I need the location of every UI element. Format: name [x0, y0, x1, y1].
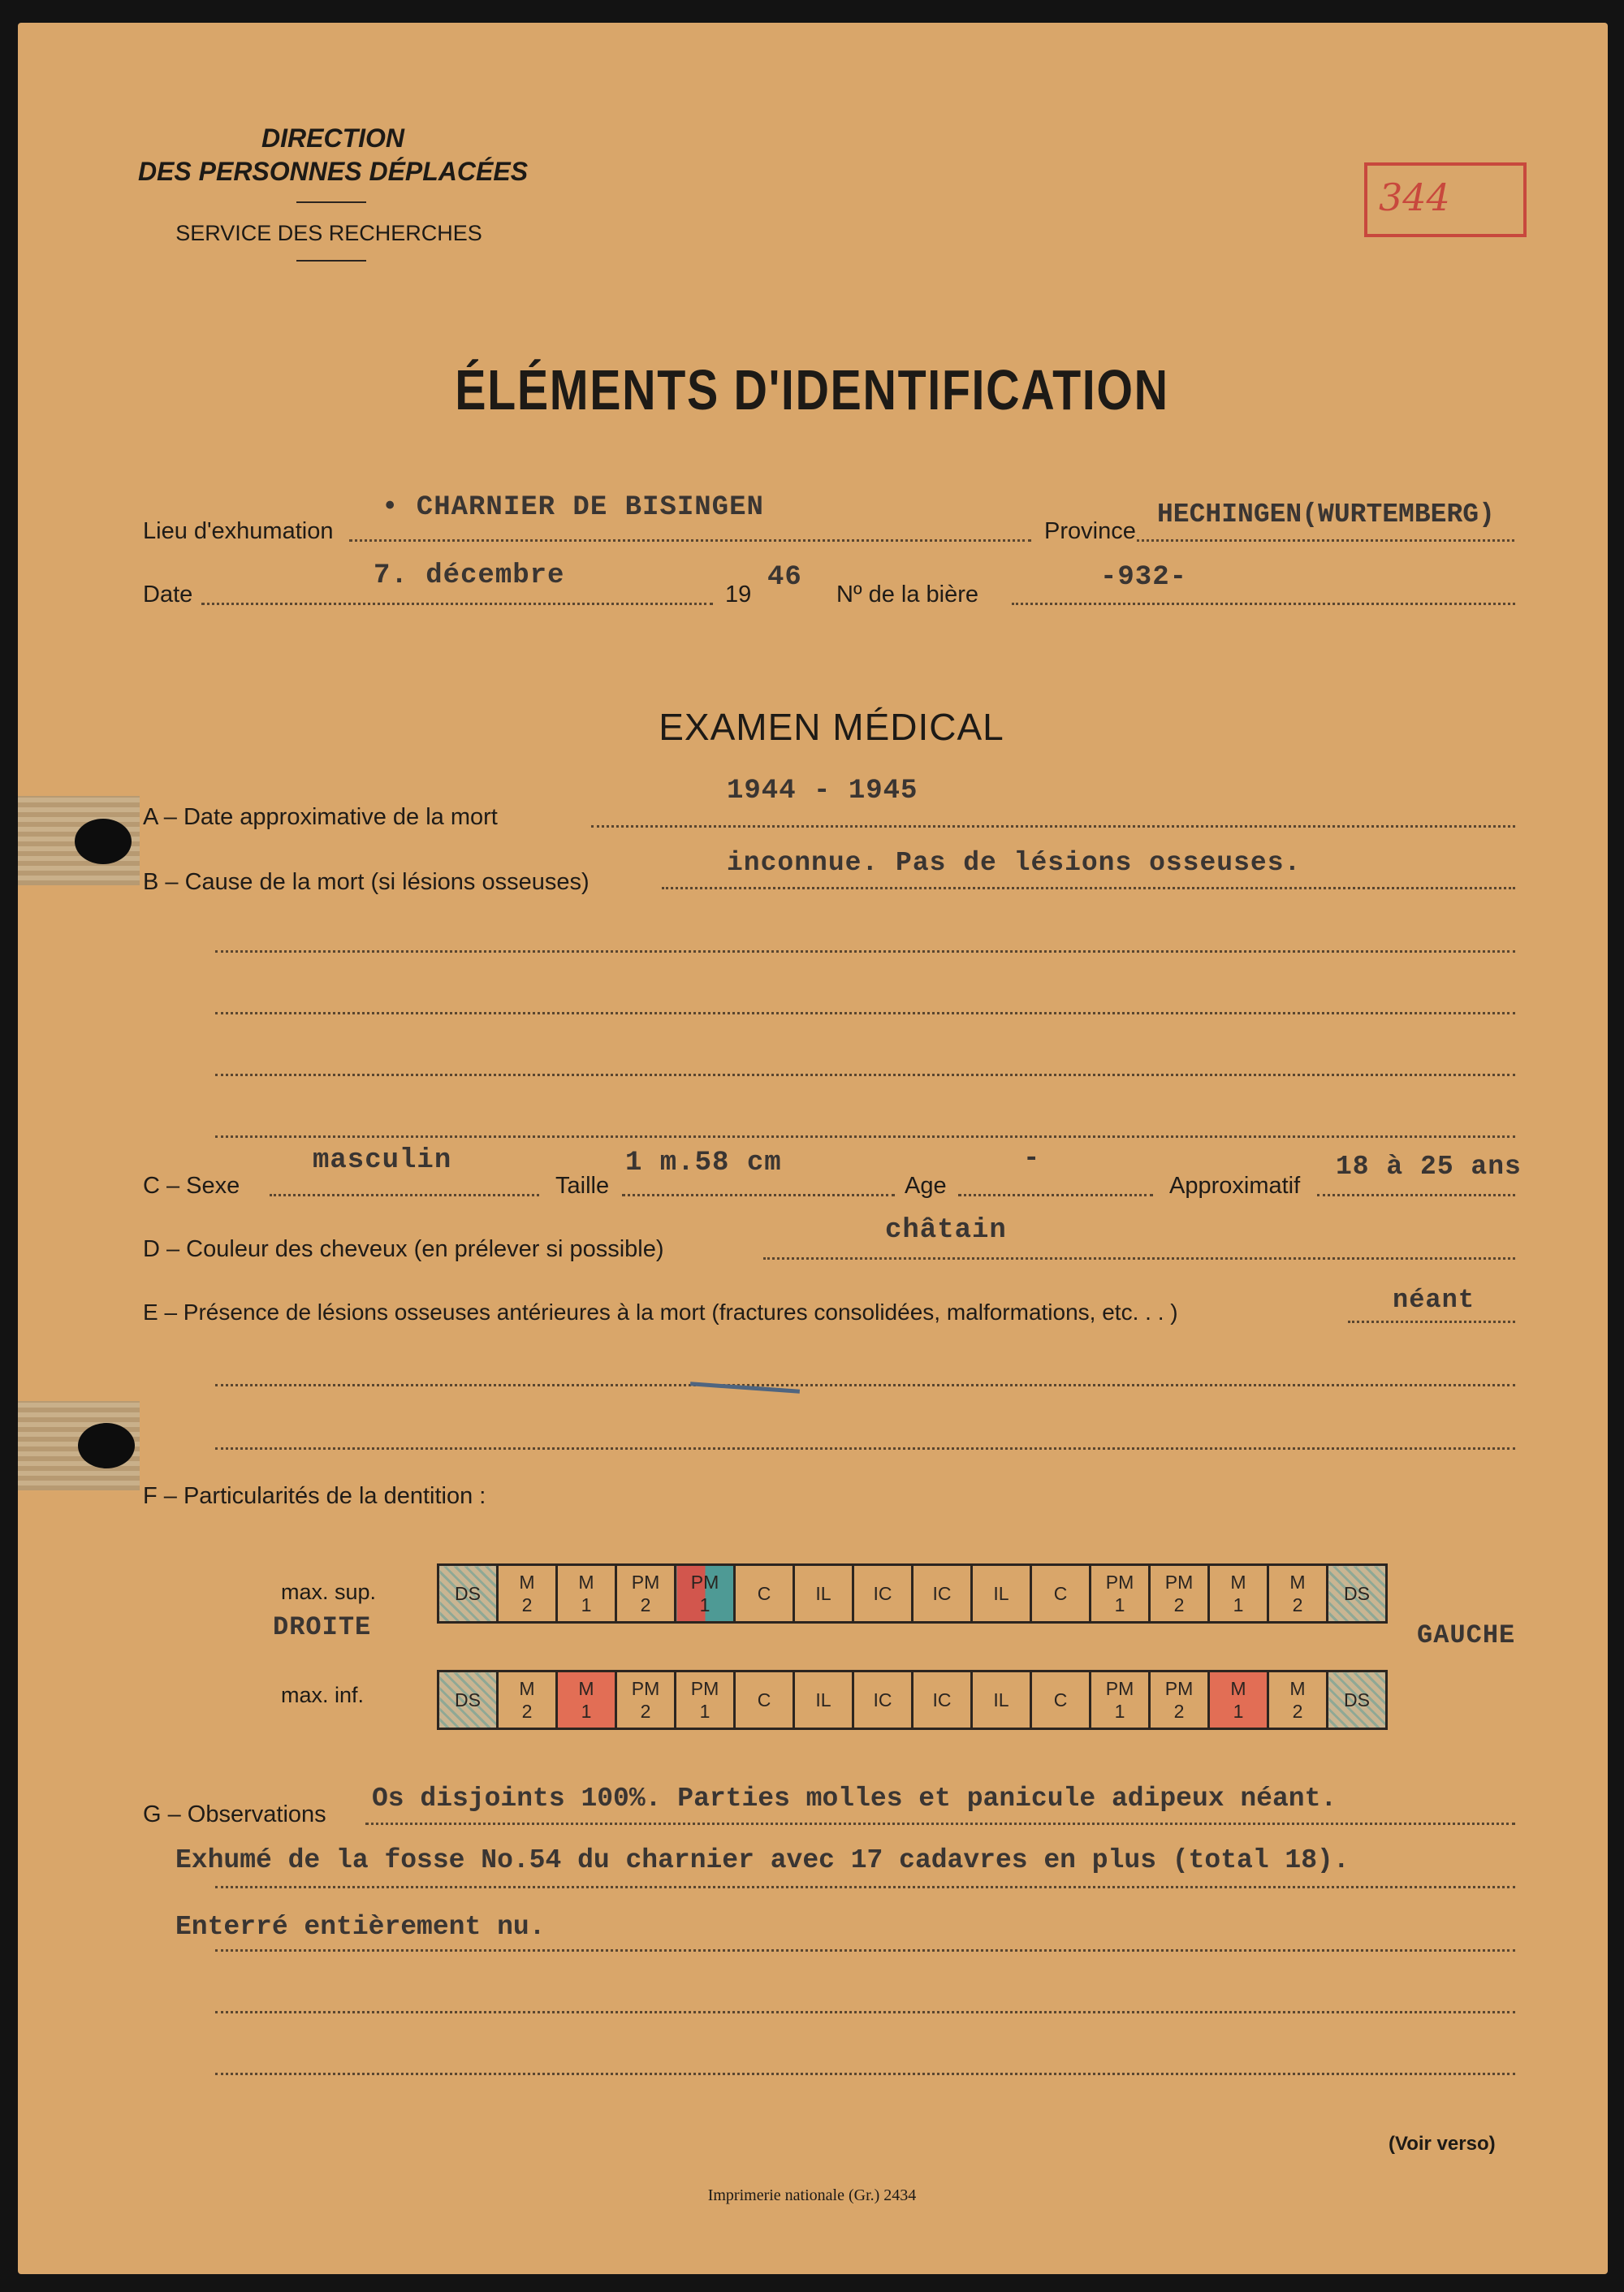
org-line-1: DIRECTION: [261, 123, 404, 153]
tooth-cell: [1209, 1565, 1268, 1623]
date-label: Date: [143, 582, 193, 608]
blank-line: [215, 1135, 1515, 1138]
tooth-cell: [913, 1565, 972, 1623]
field-d-value: châtain: [885, 1215, 1007, 1246]
tooth-code: IC: [873, 1689, 892, 1710]
sexe-dots: [270, 1194, 539, 1196]
observation-line-2: Exhumé de la fosse No.54 du charnier avec 17 cadavres en plus (total 18).: [175, 1845, 1350, 1875]
tooth-number: 1: [581, 1701, 592, 1722]
date-dots: [201, 603, 713, 605]
tooth-number: 2: [1173, 1594, 1185, 1615]
tooth-code: IL: [815, 1583, 831, 1604]
blank-line: [215, 950, 1515, 953]
taille-dots: [622, 1194, 895, 1196]
voir-verso-note: (Voir verso): [1389, 2133, 1496, 2155]
tooth-code: M: [1289, 1678, 1306, 1699]
tooth-cell: [735, 1565, 794, 1623]
tooth-cell: [557, 1671, 616, 1729]
tooth-number: 1: [1233, 1701, 1244, 1722]
file-number-stamp: [1364, 162, 1527, 237]
obs-dots: [215, 1886, 1515, 1888]
field-a-value: 1944 - 1945: [727, 776, 918, 807]
tooth-cell: [676, 1565, 735, 1623]
field-a-dots: [591, 825, 1515, 828]
tooth-code: C: [757, 1689, 771, 1710]
tooth-code: DS: [455, 1689, 481, 1710]
tooth-number: 1: [699, 1701, 710, 1722]
lower-jaw-label: max. inf.: [281, 1683, 365, 1707]
tooth-cell: [853, 1565, 913, 1623]
field-b-label: B – Cause de la mort (si lésions osseuses): [143, 869, 590, 895]
tooth-cell: [1268, 1671, 1328, 1729]
year-value: 46: [767, 562, 802, 593]
field-e-value: néant: [1393, 1285, 1475, 1315]
observation-line-3: Enterré entièrement nu.: [175, 1912, 546, 1942]
tooth-number: 2: [1173, 1701, 1185, 1722]
tooth-cell: [972, 1671, 1031, 1729]
lieu-value: • CHARNIER DE BISINGEN: [382, 492, 764, 523]
tooth-code: IC: [932, 1583, 952, 1604]
tooth-cell: [498, 1565, 557, 1623]
tooth-code: IL: [815, 1689, 831, 1710]
tooth-cell: [557, 1565, 616, 1623]
tooth-number: 2: [1292, 1701, 1303, 1722]
tooth-code: M: [578, 1678, 594, 1699]
printer-imprint: Imprimerie nationale (Gr.) 2434: [707, 2186, 917, 2204]
tooth-number: 1: [581, 1594, 592, 1615]
tooth-cell: [1268, 1565, 1328, 1623]
tooth-code: PM: [690, 1572, 719, 1593]
year-prefix: 19: [725, 582, 752, 608]
tooth-number: 1: [699, 1594, 710, 1615]
tooth-cell: [1091, 1671, 1150, 1729]
blank-line: [215, 1012, 1515, 1014]
tooth-cell: [1150, 1565, 1209, 1623]
gauche-label: GAUCHE: [1417, 1620, 1516, 1650]
lower-teeth-chart: [437, 1670, 1388, 1730]
upper-jaw-label: max. sup.: [281, 1580, 377, 1604]
sexe-value: masculin: [313, 1145, 452, 1176]
biere-label: Nº de la bière: [836, 582, 979, 608]
tooth-cell: [1150, 1671, 1209, 1729]
tooth-code: IC: [873, 1583, 892, 1604]
tooth-code: IL: [993, 1689, 1009, 1710]
tooth-code: PM: [1105, 1572, 1134, 1593]
tooth-number: 2: [640, 1594, 651, 1615]
header-divider: [296, 201, 366, 203]
blank-line: [215, 2011, 1515, 2013]
tooth-cell: [616, 1565, 676, 1623]
punch-hole: [78, 1423, 135, 1468]
upper-teeth-chart: [437, 1563, 1388, 1624]
tooth-code: PM: [1105, 1678, 1134, 1699]
header-divider: [296, 260, 366, 262]
droite-label: DROITE: [273, 1612, 372, 1642]
tooth-code: M: [578, 1572, 594, 1593]
obs-dots: [215, 1949, 1515, 1952]
tooth-number: 1: [1114, 1701, 1125, 1722]
tooth-code: M: [1230, 1678, 1246, 1699]
tooth-cell: [1031, 1565, 1091, 1623]
tooth-code: M: [1230, 1572, 1246, 1593]
tooth-code: IL: [993, 1583, 1009, 1604]
age-label: Age: [905, 1173, 947, 1199]
tooth-code: DS: [455, 1583, 481, 1604]
tooth-number: 1: [1114, 1594, 1125, 1615]
field-e-label: E – Présence de lésions osseuses antérieures à la mort (fractures consolidées, malformations, etc. . . ): [143, 1300, 1178, 1325]
lieu-label: Lieu d'exhumation: [143, 518, 334, 544]
tooth-cell: [794, 1671, 853, 1729]
field-e-dots: [1348, 1321, 1515, 1323]
tooth-code: C: [1053, 1689, 1068, 1710]
service-name: SERVICE DES RECHERCHES: [175, 221, 482, 245]
tooth-cell: [438, 1565, 498, 1623]
tooth-cell: [1209, 1671, 1268, 1729]
org-line-2: DES PERSONNES DÉPLACÉES: [137, 157, 529, 186]
tooth-code: DS: [1344, 1583, 1370, 1604]
province-dots: [1137, 539, 1514, 542]
biere-dots: [1012, 603, 1515, 605]
tooth-cell: [1091, 1565, 1150, 1623]
tooth-code: IC: [932, 1689, 952, 1710]
tooth-code: DS: [1344, 1689, 1370, 1710]
tooth-cell: [1328, 1565, 1387, 1623]
tooth-number: 2: [521, 1701, 533, 1722]
field-a-label: A – Date approximative de la mort: [143, 804, 498, 830]
tooth-cell: [498, 1671, 557, 1729]
blank-line: [215, 1074, 1515, 1076]
tooth-code: C: [757, 1583, 771, 1604]
tooth-code: C: [1053, 1583, 1068, 1604]
exam-heading: EXAMEN MÉDICAL: [659, 706, 1004, 748]
stamp-number: 344: [1379, 175, 1450, 219]
tooth-code: M: [1289, 1572, 1306, 1593]
observation-line-1: Os disjoints 100%. Parties molles et panicule adipeux néant.: [372, 1784, 1337, 1814]
tooth-number: 2: [640, 1701, 651, 1722]
taille-value: 1 m.58 cm: [625, 1148, 782, 1178]
age-value: -: [1023, 1144, 1041, 1174]
tooth-cell: [794, 1565, 853, 1623]
tooth-code: PM: [1164, 1572, 1194, 1593]
tooth-cell: [1031, 1671, 1091, 1729]
tooth-code: PM: [690, 1678, 719, 1699]
tooth-code: PM: [1164, 1678, 1194, 1699]
tooth-cell: [853, 1671, 913, 1729]
tooth-cell: [972, 1565, 1031, 1623]
tooth-code: PM: [631, 1572, 660, 1593]
blank-line: [215, 2073, 1515, 2075]
page-title: ÉLÉMENTS D'IDENTIFICATION: [455, 358, 1169, 422]
taille-label: Taille: [555, 1173, 610, 1199]
field-d-dots: [763, 1257, 1515, 1260]
punch-hole: [75, 819, 132, 864]
province-value: HECHINGEN(WURTEMBERG): [1157, 499, 1495, 530]
biere-value: -932-: [1100, 562, 1188, 593]
tooth-cell: [735, 1671, 794, 1729]
date-value: 7. décembre: [374, 560, 565, 591]
field-b-value: inconnue. Pas de lésions osseuses.: [727, 848, 1302, 878]
tooth-code: M: [519, 1572, 535, 1593]
lieu-dots: [349, 539, 1031, 542]
field-f-label: F – Particularités de la dentition :: [143, 1483, 486, 1509]
tooth-code: PM: [631, 1678, 660, 1699]
approx-value: 18 à 25 ans: [1336, 1152, 1522, 1182]
tooth-number: 2: [521, 1594, 533, 1615]
approx-dots: [1317, 1194, 1515, 1196]
tooth-number: 1: [1233, 1594, 1244, 1615]
tooth-cell: [1328, 1671, 1387, 1729]
approx-label: Approximatif: [1169, 1173, 1301, 1199]
field-g-label: G – Observations: [143, 1801, 326, 1827]
tooth-cell: [913, 1671, 972, 1729]
field-d-label: D – Couleur des cheveux (en prélever si possible): [143, 1236, 664, 1262]
tooth-number: 2: [1292, 1594, 1303, 1615]
blank-line: [215, 1384, 1515, 1386]
tooth-cell: [676, 1671, 735, 1729]
tooth-code: M: [519, 1678, 535, 1699]
tooth-cell: [616, 1671, 676, 1729]
age-dots: [958, 1194, 1153, 1196]
field-b-dots: [662, 887, 1515, 889]
field-c-label: C – Sexe: [143, 1173, 240, 1199]
province-label: Province: [1044, 518, 1136, 544]
tooth-cell: [438, 1671, 498, 1729]
obs-dots: [365, 1823, 1515, 1825]
blank-line: [215, 1447, 1515, 1450]
